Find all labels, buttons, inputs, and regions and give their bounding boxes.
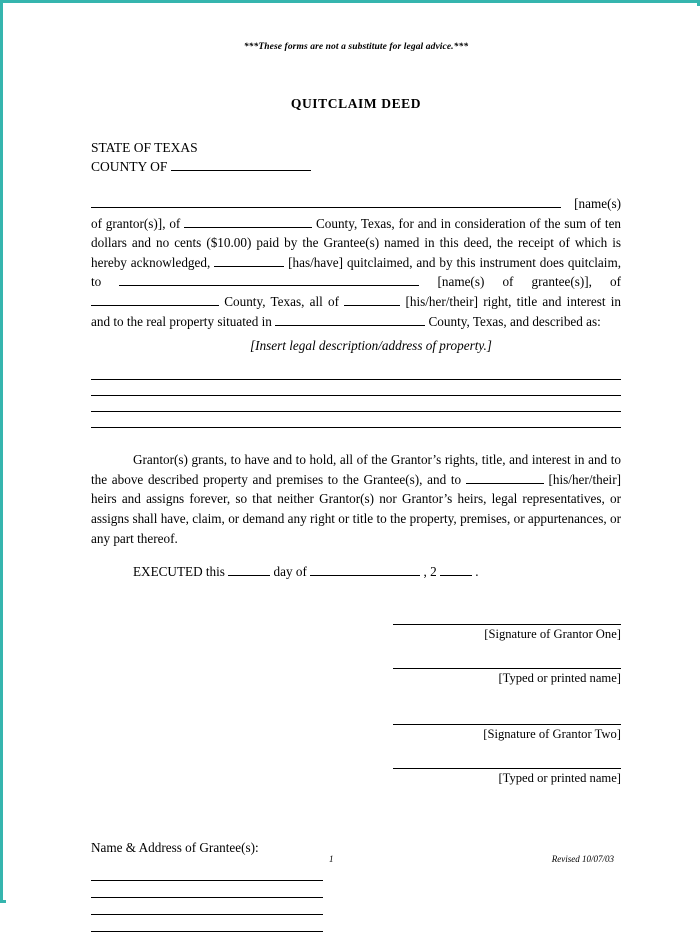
county-blank[interactable] — [171, 158, 311, 171]
grantor-name-blank[interactable] — [91, 195, 561, 208]
grantee-address-line[interactable] — [91, 881, 323, 898]
legal-description-lines — [91, 364, 621, 428]
legal-description-note: [Insert legal description/address of property.] — [250, 338, 492, 354]
printed-name-line-grantor-one[interactable] — [393, 652, 621, 669]
grantee-address-line[interactable] — [91, 915, 323, 932]
habendum-paragraph — [91, 450, 621, 548]
description-line[interactable] — [91, 380, 621, 396]
grantee-county-text: County, Texas, all of — [224, 293, 340, 309]
executed-year-prefix: , 2 — [423, 564, 437, 580]
signature-label-grantor-two: [Signature of Grantor Two] — [483, 726, 621, 741]
has-have-blank[interactable] — [214, 254, 284, 267]
habendum-text-b: [his/her/their] heirs and assigns forever, so that neither Grantor(s) nor Grantor’s heirs, legal representatives, or assigns shall have, claim, or demand any right or title to the property, premises, or appurtenances, or any part thereof. — [91, 471, 622, 546]
grantee-address-line[interactable] — [91, 864, 323, 881]
signature-spacer — [393, 696, 621, 708]
county-label: COUNTY OF — [91, 159, 168, 174]
signature-block — [393, 608, 621, 796]
grantee-address-heading: Name & Address of Grantee(s): — [91, 839, 259, 855]
description-line[interactable] — [91, 412, 621, 428]
revision-date: Revised 10/07/03 — [551, 854, 614, 864]
executed-period: . — [475, 564, 479, 580]
signature-line-grantor-two[interactable] — [393, 708, 621, 725]
his-her-their-blank-2[interactable] — [466, 471, 544, 484]
executed-month-blank[interactable] — [310, 563, 420, 576]
signature-line-grantor-one[interactable] — [393, 608, 621, 625]
interest-text: [his/her/their] right, title and interest in and to the real property situated in — [91, 293, 621, 329]
document-content — [91, 42, 621, 932]
his-her-their-blank-1[interactable] — [344, 293, 400, 306]
county-line — [91, 157, 621, 176]
grantee-name-blank[interactable] — [119, 273, 419, 286]
executed-label: EXECUTED this — [133, 564, 225, 580]
printed-name-label-grantor-two: [Typed or printed name] — [498, 770, 621, 785]
executed-day-blank[interactable] — [228, 563, 270, 576]
executed-day-of: day of — [273, 564, 307, 580]
grantor-county-blank[interactable] — [184, 215, 312, 228]
executed-year-blank[interactable] — [440, 563, 472, 576]
printed-name-label-grantor-one: [Typed or printed name] — [498, 670, 621, 685]
state-label: STATE OF TEXAS — [91, 140, 198, 155]
grantee-address-lines — [91, 864, 323, 932]
description-line[interactable] — [91, 396, 621, 412]
execution-line — [91, 562, 621, 582]
page-title: QUITCLAIM DEED — [290, 96, 422, 111]
grantee-name-note: [name(s) of grantee(s)], of — [437, 274, 622, 290]
printed-name-line-grantor-two[interactable] — [393, 752, 621, 769]
habendum-text-a: Grantor(s) grants, to have and to hold, all of the Grantor’s rights, title, and interest in and to the above described property and premises to the Grantee(s), and to — [91, 452, 621, 487]
described-as-text: County, Texas, and described as: — [428, 313, 601, 329]
document-sheet — [6, 6, 700, 903]
grantor-name-note: [name(s) of grantor(s)], of — [91, 196, 621, 231]
state-line — [91, 138, 621, 157]
signature-label-grantor-one: [Signature of Grantor One] — [484, 626, 621, 641]
grantee-county-blank[interactable] — [91, 293, 219, 306]
quitclaim-text: [has/have] quitclaimed, and by this instrument does quitclaim, to — [91, 254, 621, 290]
granting-paragraph — [91, 194, 621, 331]
legal-disclaimer: ***These forms are not a substitute for legal advice.*** — [243, 42, 469, 52]
property-county-blank[interactable] — [275, 313, 425, 326]
consideration-text: County, Texas, for and in consideration of the sum of ten dollars and no cents ($10.00) paid by the Grantee(s) named in this deed, the receipt of which is hereby acknowledged, — [91, 215, 622, 270]
description-line[interactable] — [91, 364, 621, 380]
page-number: 1 — [329, 854, 334, 864]
grantee-address-line[interactable] — [91, 898, 323, 915]
